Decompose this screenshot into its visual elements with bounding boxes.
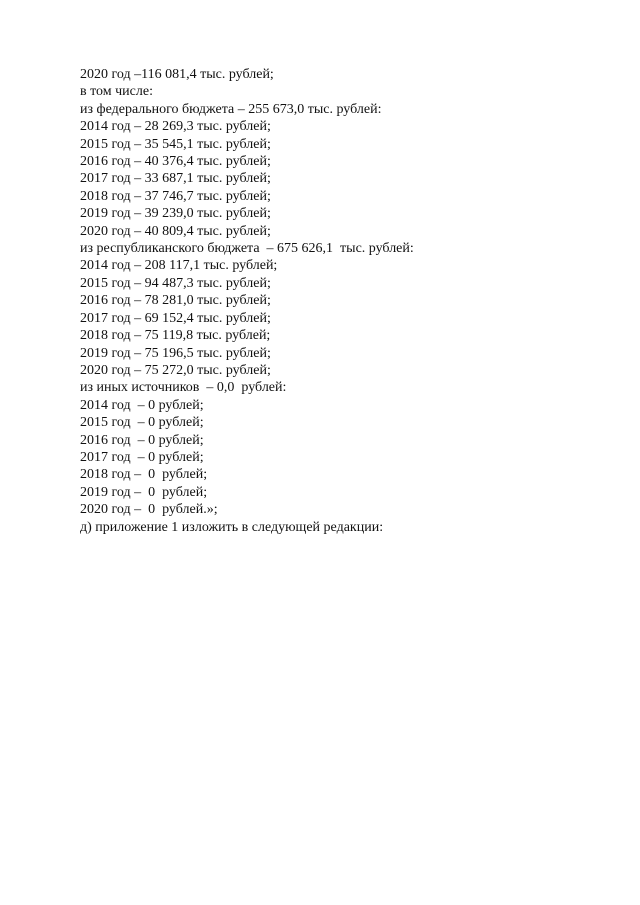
text-line-federal-2020: 2020 год – 40 809,4 тыс. рублей; xyxy=(80,223,271,239)
text-line-2020-total: 2020 год –116 081,4 тыс. рублей; xyxy=(80,67,274,82)
text-line-republican-2014: 2014 год – 208 117,1 тыс. рублей; xyxy=(80,258,278,274)
text-line-federal-budget: из федерального бюджета – 255 673,0 тыс. рублей: xyxy=(80,101,382,117)
text-line-other-sources: из иных источников – 0,0 рублей: xyxy=(80,380,287,396)
text-line-republican-2018: 2018 год – 75 119,8 тыс. рублей; xyxy=(80,328,271,344)
text-line-republican-budget: из республиканского бюджета – 675 626,1 тыс. рублей: xyxy=(80,241,414,257)
text-line-federal-2018: 2018 год – 37 746,7 тыс. рублей; xyxy=(80,188,271,204)
text-line-republican-2016: 2016 год – 78 281,0 тыс. рублей; xyxy=(80,293,271,309)
text-line-republican-2015: 2015 год – 94 487,3 тыс. рублей; xyxy=(80,275,271,291)
text-line-republican-2020: 2020 год – 75 272,0 тыс. рублей; xyxy=(80,362,271,378)
text-line-federal-2017: 2017 год – 33 687,1 тыс. рублей; xyxy=(80,171,271,187)
text-line-including: в том числе: xyxy=(80,84,153,100)
text-line-other-2018: 2018 год – 0 рублей; xyxy=(80,467,208,483)
text-line-other-2016: 2016 год – 0 рублей; xyxy=(80,432,204,448)
text-line-appendix-instruction: д) приложение 1 изложить в следующей редакции: xyxy=(80,519,384,535)
text-line-republican-2019: 2019 год – 75 196,5 тыс. рублей; xyxy=(80,345,271,361)
text-line-federal-2019: 2019 год – 39 239,0 тыс. рублей; xyxy=(80,206,271,222)
text-line-federal-2016: 2016 год – 40 376,4 тыс. рублей; xyxy=(80,154,271,170)
text-line-other-2017: 2017 год – 0 рублей; xyxy=(80,449,204,465)
text-line-other-2015: 2015 год – 0 рублей; xyxy=(80,415,204,431)
text-line-other-2019: 2019 год – 0 рублей; xyxy=(80,484,208,500)
document-body xyxy=(80,66,580,536)
text-line-other-2014: 2014 год – 0 рублей; xyxy=(80,397,204,413)
text-line-republican-2017: 2017 год – 69 152,4 тыс. рублей; xyxy=(80,310,271,326)
text-line-other-2020: 2020 год – 0 рублей.»; xyxy=(80,502,218,518)
text-line-federal-2015: 2015 год – 35 545,1 тыс. рублей; xyxy=(80,136,271,152)
text-line-federal-2014: 2014 год – 28 269,3 тыс. рублей; xyxy=(80,119,271,135)
